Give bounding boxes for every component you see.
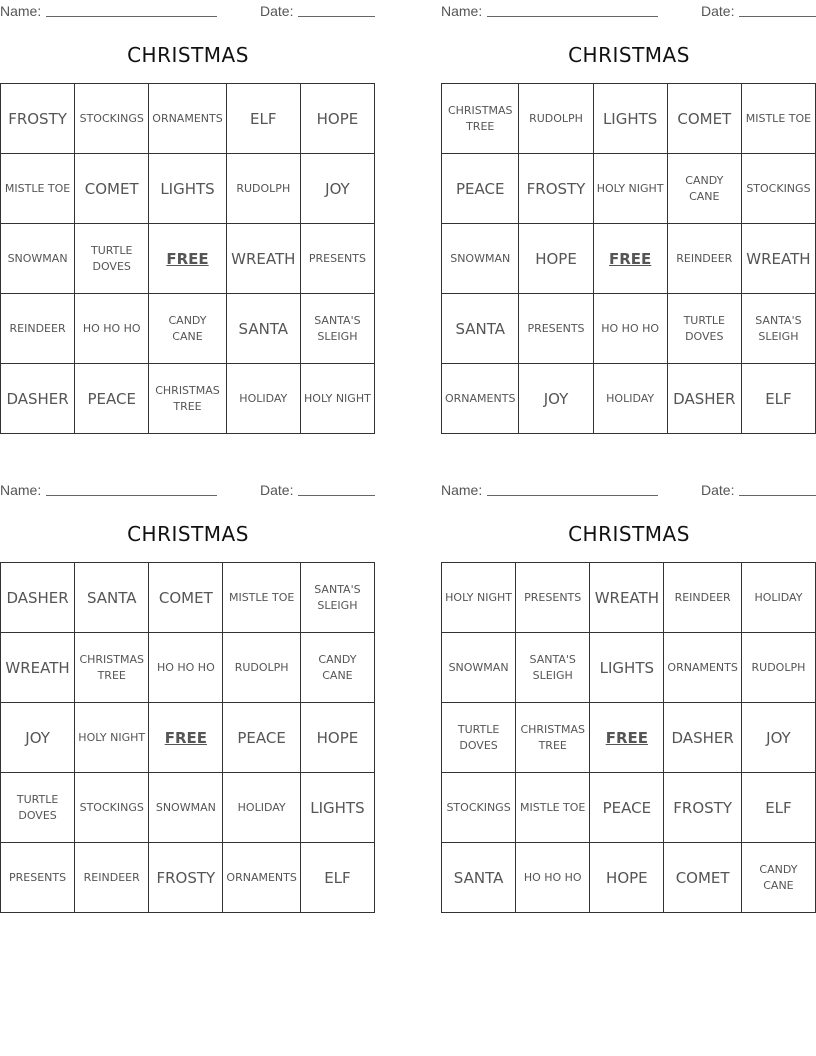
- free-space[interactable]: FREE: [149, 703, 223, 773]
- bingo-cell[interactable]: FROSTY: [1, 84, 75, 154]
- bingo-cell[interactable]: CANDY CANE: [742, 843, 816, 913]
- bingo-cell[interactable]: TURTLE DOVES: [668, 294, 742, 364]
- bingo-grid: [0, 83, 375, 434]
- name-label: Name:: [0, 482, 42, 498]
- bingo-card: [441, 0, 816, 408]
- date-label: Date:: [260, 3, 294, 19]
- bingo-grid: [441, 83, 816, 434]
- bingo-cell[interactable]: ELF: [227, 84, 301, 154]
- bingo-cell[interactable]: ELF: [742, 364, 816, 434]
- bingo-cell[interactable]: SANTA'S SLEIGH: [742, 294, 816, 364]
- bingo-cell[interactable]: MISTLE TOE: [1, 154, 75, 224]
- name-label: Name:: [0, 3, 42, 19]
- bingo-cell[interactable]: JOY: [301, 154, 375, 224]
- bingo-cell[interactable]: FROSTY: [664, 773, 741, 843]
- bingo-cell[interactable]: FROSTY: [519, 154, 593, 224]
- bingo-cell[interactable]: LIGHTS: [149, 154, 226, 224]
- bingo-cell[interactable]: STOCKINGS: [75, 84, 149, 154]
- bingo-cell[interactable]: CANDY CANE: [301, 633, 375, 703]
- bingo-cell[interactable]: DASHER: [1, 364, 75, 434]
- name-field[interactable]: [46, 495, 217, 496]
- bingo-cell[interactable]: DASHER: [664, 703, 741, 773]
- date-field[interactable]: [298, 16, 375, 17]
- name-field[interactable]: [46, 16, 217, 17]
- name-date-row: [441, 0, 816, 20]
- bingo-cell[interactable]: REINDEER: [1, 294, 75, 364]
- bingo-cell[interactable]: ORNAMENTS: [223, 843, 300, 913]
- bingo-cell[interactable]: CANDY CANE: [668, 154, 742, 224]
- bingo-cell[interactable]: CHRISTMAS TREE: [516, 703, 590, 773]
- bingo-cell[interactable]: ORNAMENTS: [149, 84, 226, 154]
- bingo-cell[interactable]: SNOWMAN: [1, 224, 75, 294]
- bingo-cell[interactable]: PEACE: [442, 154, 519, 224]
- bingo-grid: [441, 562, 816, 913]
- name-label: Name:: [441, 3, 483, 19]
- date-label: Date:: [260, 482, 294, 498]
- bingo-cell[interactable]: HOLY NIGHT: [301, 364, 375, 434]
- bingo-cell[interactable]: CHRISTMAS TREE: [75, 633, 149, 703]
- date-label: Date:: [701, 3, 735, 19]
- bingo-cell[interactable]: SANTA: [227, 294, 301, 364]
- bingo-cell[interactable]: HOLY NIGHT: [442, 563, 516, 633]
- bingo-cell[interactable]: COMET: [664, 843, 741, 913]
- bingo-card: [0, 0, 376, 413]
- bingo-cell[interactable]: CANDY CANE: [149, 294, 226, 364]
- bingo-cell[interactable]: SANTA: [442, 843, 516, 913]
- bingo-cell[interactable]: SNOWMAN: [442, 224, 519, 294]
- bingo-cell[interactable]: PEACE: [75, 364, 149, 434]
- bingo-cell[interactable]: LIGHTS: [594, 84, 668, 154]
- bingo-cell[interactable]: JOY: [519, 364, 593, 434]
- card-title: CHRISTMAS: [127, 522, 249, 546]
- bingo-cell[interactable]: HO HO HO: [516, 843, 590, 913]
- bingo-cell[interactable]: JOY: [742, 703, 816, 773]
- bingo-cell[interactable]: MISTLE TOE: [516, 773, 590, 843]
- bingo-cell[interactable]: HO HO HO: [75, 294, 149, 364]
- bingo-cell[interactable]: PRESENTS: [1, 843, 75, 913]
- bingo-cell[interactable]: TURTLE DOVES: [75, 224, 149, 294]
- bingo-cell[interactable]: SANTA: [75, 563, 149, 633]
- bingo-cell[interactable]: WREATH: [1, 633, 75, 703]
- free-space[interactable]: FREE: [149, 224, 226, 294]
- bingo-cell[interactable]: HOPE: [519, 224, 593, 294]
- bingo-cell[interactable]: MISTLE TOE: [742, 84, 816, 154]
- bingo-cell[interactable]: MISTLE TOE: [223, 563, 300, 633]
- bingo-cell[interactable]: CHRISTMAS TREE: [149, 364, 226, 434]
- date-label: Date:: [701, 482, 735, 498]
- bingo-grid: [0, 562, 375, 913]
- bingo-cell[interactable]: HOPE: [301, 703, 375, 773]
- name-date-row: [441, 479, 816, 499]
- bingo-cell[interactable]: HOLIDAY: [742, 563, 816, 633]
- bingo-cell[interactable]: LIGHTS: [590, 633, 664, 703]
- bingo-cell[interactable]: HOLIDAY: [594, 364, 668, 434]
- bingo-cell[interactable]: REINDEER: [668, 224, 742, 294]
- bingo-cell[interactable]: HOLIDAY: [227, 364, 301, 434]
- bingo-cell[interactable]: SANTA'S SLEIGH: [301, 563, 375, 633]
- bingo-cell[interactable]: LIGHTS: [301, 773, 375, 843]
- card-title: CHRISTMAS: [127, 43, 249, 67]
- name-field[interactable]: [487, 495, 658, 496]
- bingo-cell[interactable]: ORNAMENTS: [664, 633, 741, 703]
- bingo-cell[interactable]: COMET: [668, 84, 742, 154]
- bingo-cell[interactable]: HO HO HO: [149, 633, 223, 703]
- bingo-cell[interactable]: ELF: [301, 843, 375, 913]
- bingo-cell[interactable]: HOLY NIGHT: [594, 154, 668, 224]
- name-date-row: [0, 0, 376, 20]
- date-field[interactable]: [739, 495, 816, 496]
- free-space[interactable]: FREE: [594, 224, 668, 294]
- bingo-cell[interactable]: DASHER: [1, 563, 75, 633]
- bingo-cell[interactable]: SANTA'S SLEIGH: [516, 633, 590, 703]
- bingo-cell[interactable]: WREATH: [742, 224, 816, 294]
- bingo-cell[interactable]: PRESENTS: [516, 563, 590, 633]
- bingo-cell[interactable]: HOPE: [590, 843, 664, 913]
- bingo-cell[interactable]: HO HO HO: [594, 294, 668, 364]
- bingo-cell[interactable]: RUDOLPH: [223, 633, 300, 703]
- bingo-cell[interactable]: WREATH: [227, 224, 301, 294]
- bingo-cell[interactable]: PRESENTS: [519, 294, 593, 364]
- bingo-cell[interactable]: WREATH: [590, 563, 664, 633]
- bingo-cell[interactable]: REINDEER: [664, 563, 741, 633]
- name-label: Name:: [441, 482, 483, 498]
- bingo-cell[interactable]: PRESENTS: [301, 224, 375, 294]
- bingo-card: [0, 479, 376, 887]
- bingo-cell[interactable]: ORNAMENTS: [442, 364, 519, 434]
- card-title: CHRISTMAS: [568, 522, 690, 546]
- bingo-cell[interactable]: HOPE: [301, 84, 375, 154]
- free-space[interactable]: FREE: [590, 703, 664, 773]
- bingo-cell[interactable]: SANTA: [442, 294, 519, 364]
- name-field[interactable]: [487, 16, 658, 17]
- bingo-cell[interactable]: DASHER: [668, 364, 742, 434]
- bingo-cell[interactable]: RUDOLPH: [742, 633, 816, 703]
- bingo-cell[interactable]: PEACE: [223, 703, 300, 773]
- bingo-cell[interactable]: RUDOLPH: [227, 154, 301, 224]
- bingo-cell[interactable]: SNOWMAN: [442, 633, 516, 703]
- date-field[interactable]: [298, 495, 375, 496]
- bingo-cell[interactable]: STOCKINGS: [742, 154, 816, 224]
- bingo-cell[interactable]: RUDOLPH: [519, 84, 593, 154]
- bingo-cell[interactable]: SANTA'S SLEIGH: [301, 294, 375, 364]
- bingo-cell[interactable]: HOLY NIGHT: [75, 703, 149, 773]
- name-date-row: [0, 479, 376, 499]
- bingo-cell[interactable]: PEACE: [590, 773, 664, 843]
- card-title: CHRISTMAS: [568, 43, 690, 67]
- bingo-cell[interactable]: JOY: [1, 703, 75, 773]
- bingo-cell[interactable]: REINDEER: [75, 843, 149, 913]
- date-field[interactable]: [739, 16, 816, 17]
- bingo-cell[interactable]: SNOWMAN: [149, 773, 223, 843]
- bingo-cell[interactable]: TURTLE DOVES: [1, 773, 75, 843]
- bingo-cell[interactable]: STOCKINGS: [75, 773, 149, 843]
- bingo-cell[interactable]: STOCKINGS: [442, 773, 516, 843]
- bingo-cell[interactable]: HOLIDAY: [223, 773, 300, 843]
- bingo-cell[interactable]: TURTLE DOVES: [442, 703, 516, 773]
- bingo-cell[interactable]: ELF: [742, 773, 816, 843]
- bingo-cell[interactable]: CHRISTMAS TREE: [442, 84, 519, 154]
- bingo-cell[interactable]: COMET: [75, 154, 149, 224]
- bingo-card: [441, 479, 816, 892]
- bingo-cell[interactable]: COMET: [149, 563, 223, 633]
- bingo-cell[interactable]: FROSTY: [149, 843, 223, 913]
